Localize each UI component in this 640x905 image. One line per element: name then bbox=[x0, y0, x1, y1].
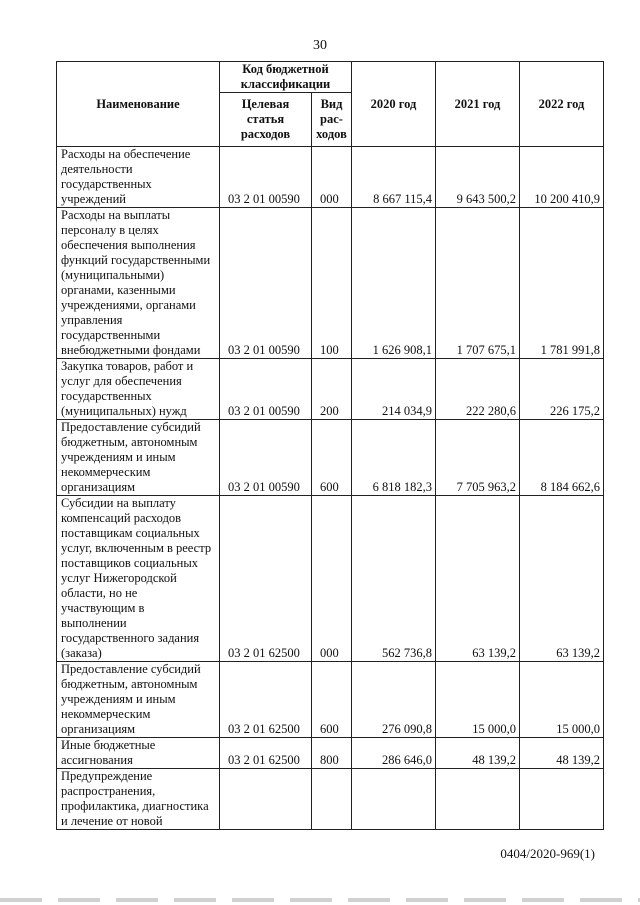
table-row bbox=[57, 147, 604, 208]
row-value-2021: 7 705 963,2 bbox=[436, 420, 520, 496]
header-year-2020: 2020 год bbox=[352, 62, 436, 147]
row-target-item bbox=[220, 769, 312, 830]
row-expense-type: 600 bbox=[312, 662, 352, 738]
row-name: Расходы на выплаты персоналу в целях обеспечения выполнения функций государственными (муниципальными) органами, казенными учреждениями, органами управления государственными внебюджетными фондами bbox=[57, 208, 220, 359]
row-value-2021: 1 707 675,1 bbox=[436, 208, 520, 359]
row-value-2020: 276 090,8 bbox=[352, 662, 436, 738]
row-value-2022: 8 184 662,6 bbox=[520, 420, 604, 496]
row-value-2022: 1 781 991,8 bbox=[520, 208, 604, 359]
table-row bbox=[57, 496, 604, 662]
row-value-2021: 48 139,2 bbox=[436, 738, 520, 769]
row-expense-type: 200 bbox=[312, 359, 352, 420]
header-year-2021: 2021 год bbox=[436, 62, 520, 147]
row-value-2020: 6 818 182,3 bbox=[352, 420, 436, 496]
row-expense-type bbox=[312, 769, 352, 830]
table-row bbox=[57, 208, 604, 359]
row-value-2022: 15 000,0 bbox=[520, 662, 604, 738]
row-name: Предоставление субсидий бюджетным, автономным учреждениям и иным некоммерческим организациям bbox=[57, 420, 220, 496]
row-value-2022: 63 139,2 bbox=[520, 496, 604, 662]
row-value-2021: 15 000,0 bbox=[436, 662, 520, 738]
row-value-2020 bbox=[352, 769, 436, 830]
row-name: Расходы на обеспечение деятельности государственных учреждений bbox=[57, 147, 220, 208]
row-value-2021 bbox=[436, 769, 520, 830]
row-expense-type: 800 bbox=[312, 738, 352, 769]
row-expense-type: 000 bbox=[312, 147, 352, 208]
row-value-2022: 10 200 410,9 bbox=[520, 147, 604, 208]
table-row bbox=[57, 738, 604, 769]
row-name: Закупка товаров, работ и услуг для обеспечения государственных (муниципальных) нужд bbox=[57, 359, 220, 420]
header-expense-type: Вид рас-ходов bbox=[312, 93, 352, 147]
header-target-item: Целевая статья расходов bbox=[220, 93, 312, 147]
row-expense-type: 000 bbox=[312, 496, 352, 662]
row-target-item: 03 2 01 00590 bbox=[220, 208, 312, 359]
row-value-2022 bbox=[520, 769, 604, 830]
row-value-2020: 8 667 115,4 bbox=[352, 147, 436, 208]
document-id: 0404/2020-969(1) bbox=[500, 846, 595, 861]
row-value-2020: 214 034,9 bbox=[352, 359, 436, 420]
budget-table bbox=[56, 61, 604, 830]
row-target-item: 03 2 01 00590 bbox=[220, 147, 312, 208]
row-expense-type: 100 bbox=[312, 208, 352, 359]
row-value-2022: 48 139,2 bbox=[520, 738, 604, 769]
scan-edge-noise bbox=[0, 898, 640, 902]
table-row bbox=[57, 662, 604, 738]
header-year-2022: 2022 год bbox=[520, 62, 604, 147]
row-value-2021: 63 139,2 bbox=[436, 496, 520, 662]
row-target-item: 03 2 01 00590 bbox=[220, 420, 312, 496]
row-name: Субсидии на выплату компенсаций расходов поставщикам социальных услуг, включенным в реестр поставщиков социальных услуг Нижегородской области, но не участвующим в выполнении государственного задания (заказа) bbox=[57, 496, 220, 662]
row-target-item: 03 2 01 62500 bbox=[220, 496, 312, 662]
table-row bbox=[57, 769, 604, 830]
row-value-2021: 9 643 500,2 bbox=[436, 147, 520, 208]
row-value-2020: 562 736,8 bbox=[352, 496, 436, 662]
header-budget-code: Код бюджетной классификации bbox=[220, 62, 352, 93]
page-number: 30 bbox=[313, 38, 327, 53]
row-target-item: 03 2 01 62500 bbox=[220, 738, 312, 769]
row-value-2020: 1 626 908,1 bbox=[352, 208, 436, 359]
row-expense-type: 600 bbox=[312, 420, 352, 496]
row-name: Предупреждение распространения, профилактика, диагностика и лечение от новой bbox=[57, 769, 220, 830]
row-target-item: 03 2 01 62500 bbox=[220, 662, 312, 738]
row-name: Предоставление субсидий бюджетным, автономным учреждениям и иным некоммерческим организациям bbox=[57, 662, 220, 738]
row-name: Иные бюджетные ассигнования bbox=[57, 738, 220, 769]
row-target-item: 03 2 01 00590 bbox=[220, 359, 312, 420]
table-row bbox=[57, 359, 604, 420]
table-body bbox=[57, 147, 604, 830]
row-value-2021: 222 280,6 bbox=[436, 359, 520, 420]
row-value-2020: 286 646,0 bbox=[352, 738, 436, 769]
table-row bbox=[57, 420, 604, 496]
header-name: Наименование bbox=[57, 62, 220, 147]
row-value-2022: 226 175,2 bbox=[520, 359, 604, 420]
